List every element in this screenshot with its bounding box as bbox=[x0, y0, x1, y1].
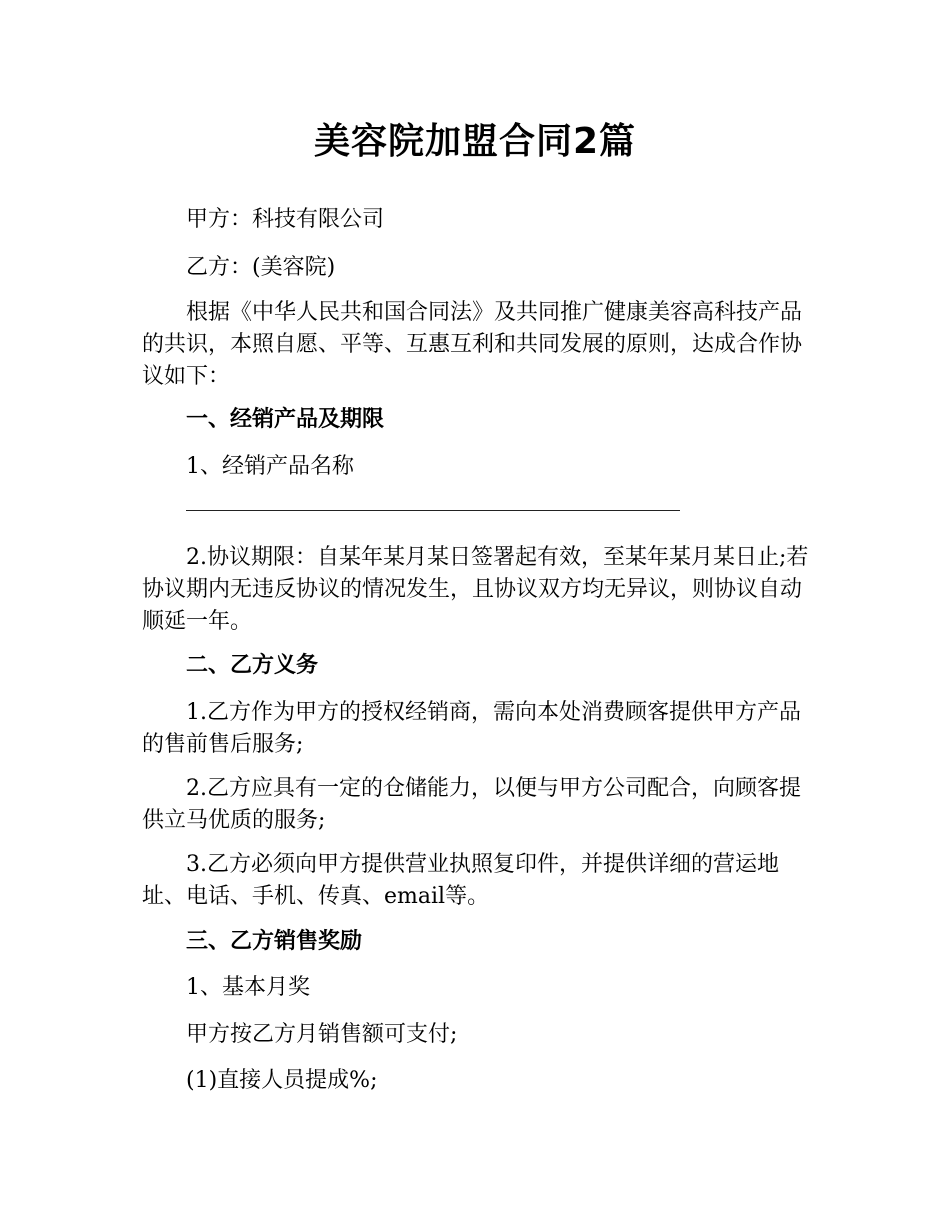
section-2-heading: 二、乙方义务 bbox=[186, 653, 319, 678]
document-title: 美容院加盟合同2篇 bbox=[313, 121, 637, 162]
section-3-heading: 三、乙方销售奖励 bbox=[186, 929, 363, 954]
party-b-line: 乙方：(美容院) bbox=[186, 255, 336, 280]
section-3-item-1: 1、基本月奖 bbox=[186, 975, 310, 1000]
section-2-item-1: 1.乙方作为甲方的授权经销商，需向本处消费顾客提供甲方产品的售前售后服务; bbox=[142, 700, 801, 757]
party-a-line: 甲方：科技有限公司 bbox=[186, 207, 385, 232]
section-2-item-3: 3.乙方必须向甲方提供营业执照复印件，并提供详细的营运地址、电话、手机、传真、email等。 bbox=[142, 852, 779, 909]
blank-fill-line bbox=[186, 510, 680, 511]
section-2-item-2: 2.乙方应具有一定的仓储能力，以便与甲方公司配合，向顾客提供立马优质的服务; bbox=[142, 776, 801, 833]
section-3-item-3: (1)直接人员提成%; bbox=[186, 1068, 378, 1093]
section-1-item-1: 1、经销产品名称 bbox=[186, 454, 354, 479]
section-1-item-2: 2.协议期限：自某年某月某日签署起有效，至某年某月某日止;若协议期内无违反协议的情况发生，且协议双方均无异议，则协议自动顺延一年。 bbox=[142, 545, 809, 634]
section-3-item-2: 甲方按乙方月销售额可支付; bbox=[186, 1022, 458, 1047]
section-1-heading: 一、经销产品及期限 bbox=[186, 407, 385, 432]
intro-paragraph: 根据《中华人民共和国合同法》及共同推广健康美容高科技产品的共识，本照自愿、平等、互惠互利和共同发展的原则，达成合作协议如下： bbox=[142, 300, 803, 389]
